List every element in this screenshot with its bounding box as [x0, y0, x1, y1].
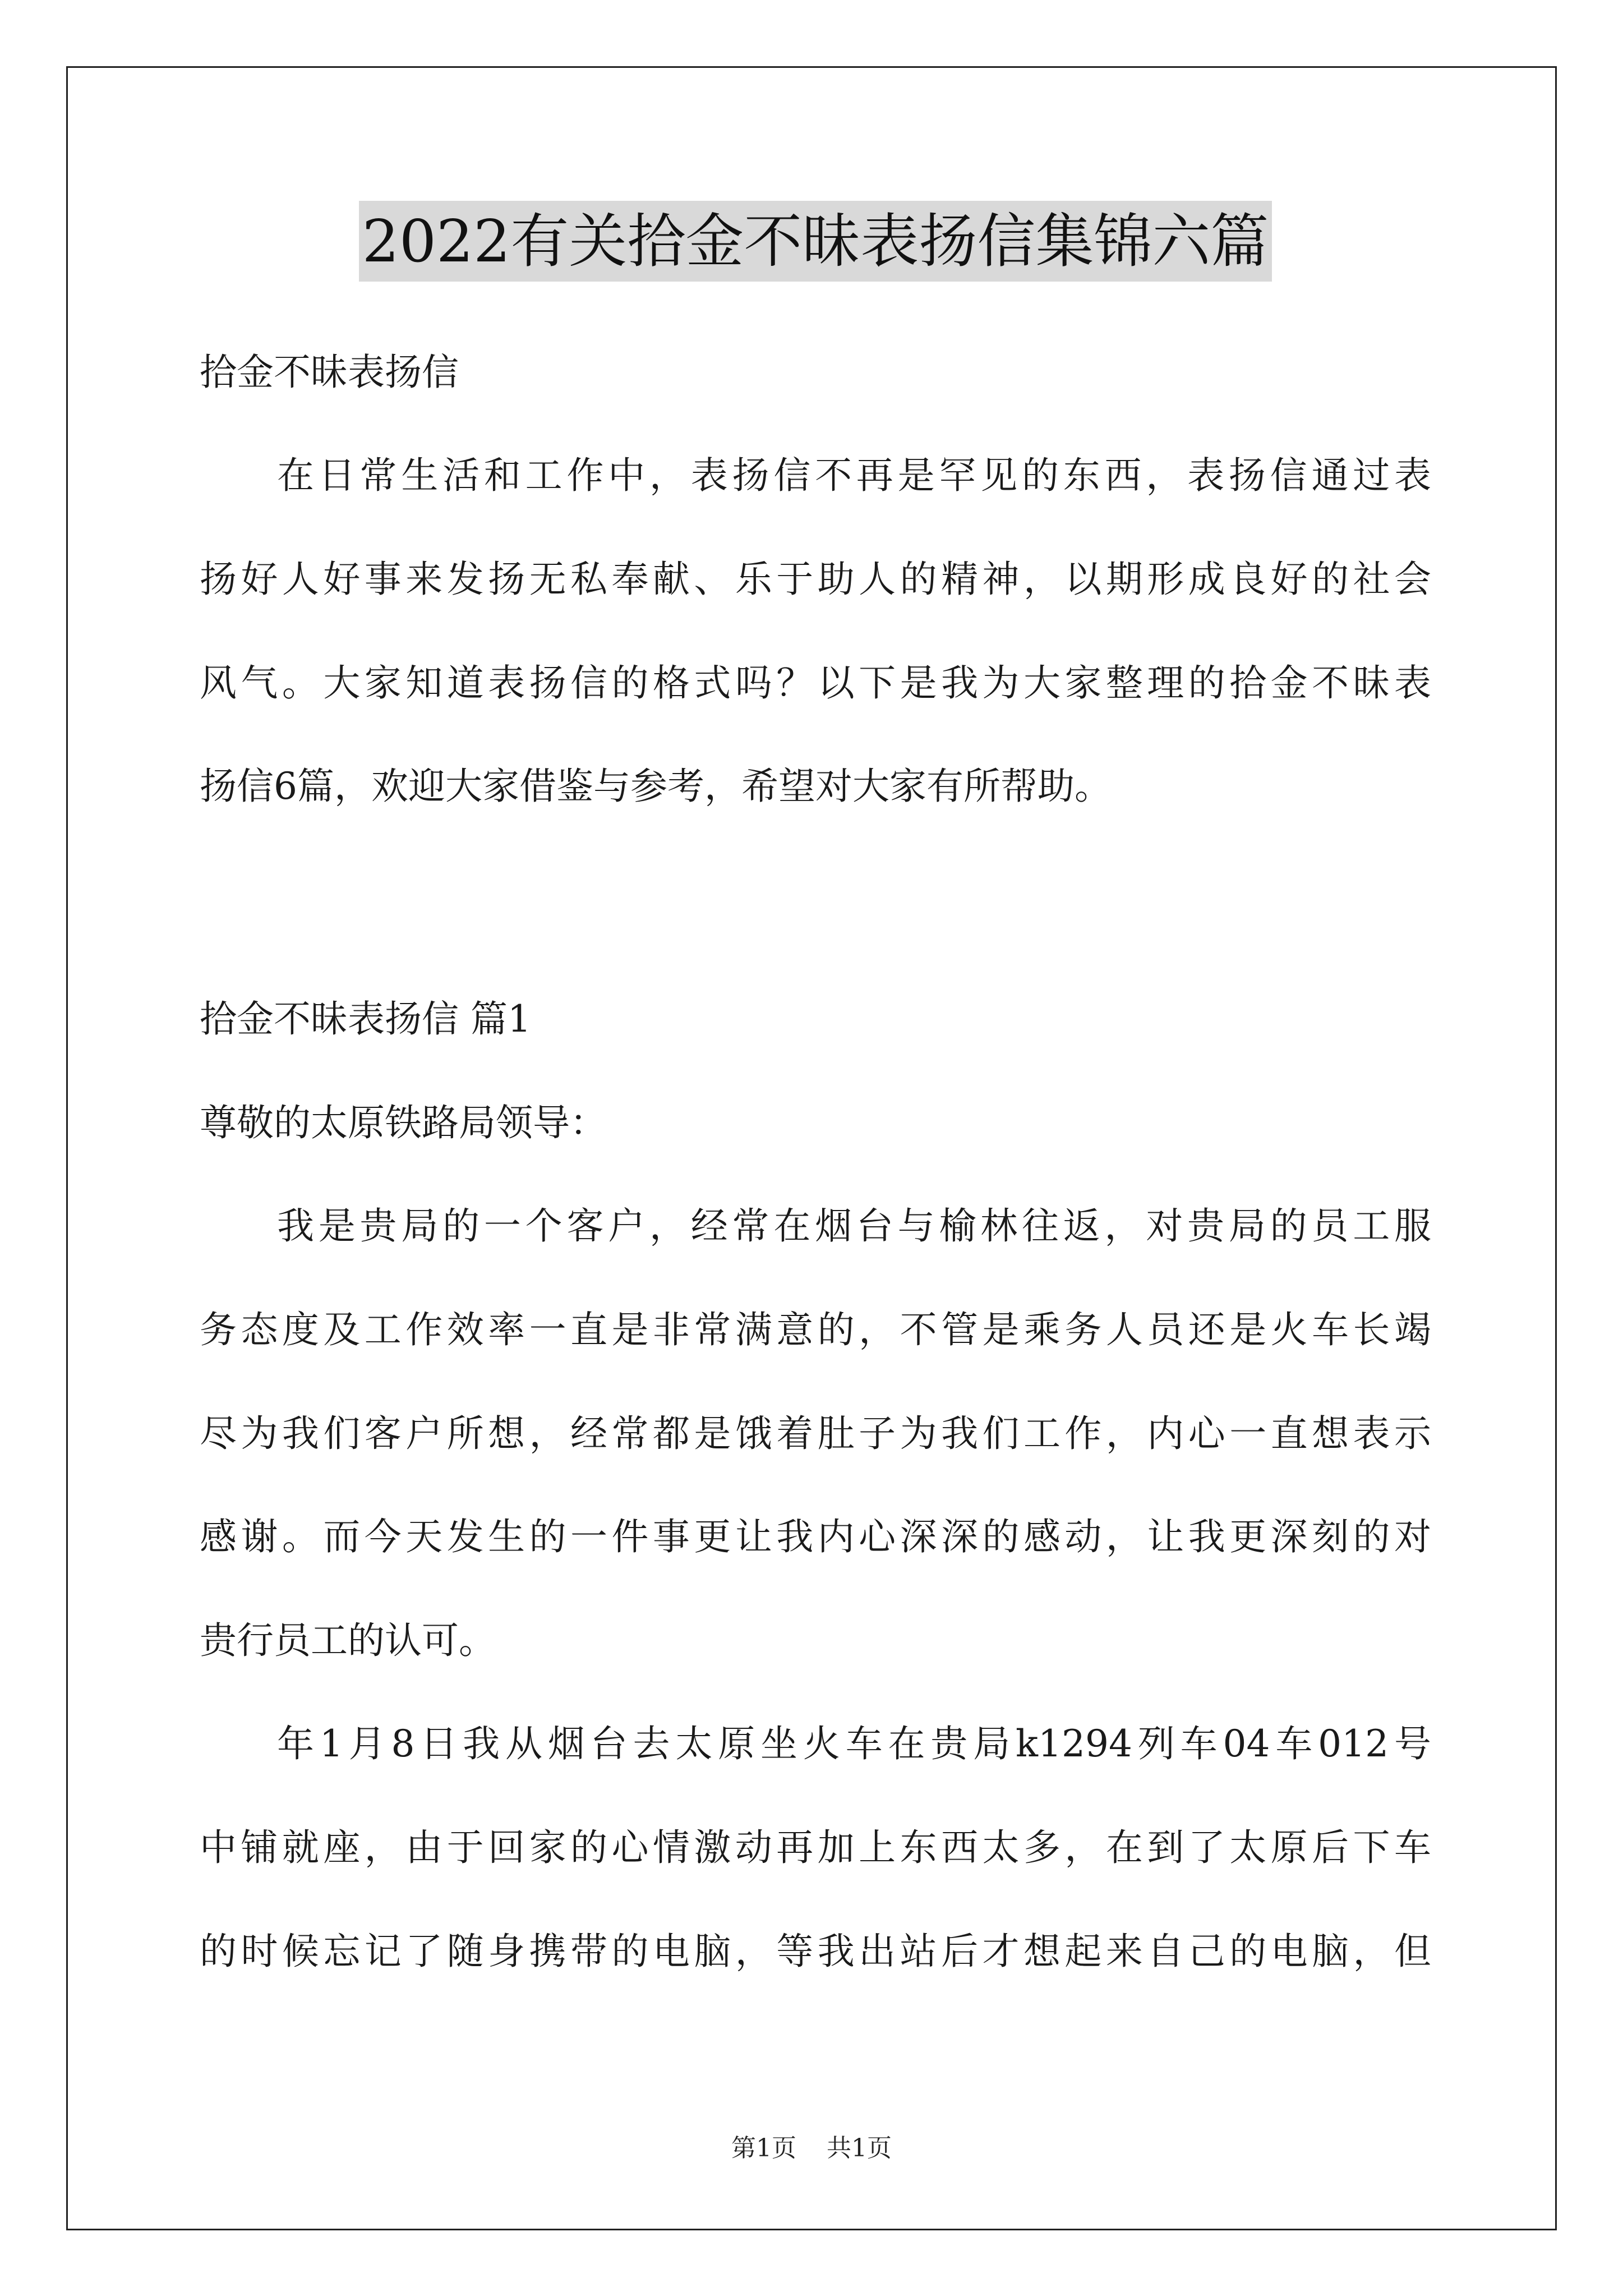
paragraph-line: 风气。大家知道表扬信的格式吗？以下是我为大家整理的拾金不昧表	[200, 661, 1431, 705]
paragraph-line: 中铺就座，由于回家的心情激动再加上东西太多，在到了太原后下车	[200, 1826, 1431, 1869]
paragraph-line: 我是贵局的一个客户，经常在烟台与榆林往返，对贵局的员工服	[277, 1204, 1431, 1248]
paragraph-line: 贵行员工的认可。	[200, 1619, 496, 1662]
section-heading: 拾金不昧表扬信 篇1	[200, 997, 531, 1041]
page-number: 第1页	[731, 2134, 796, 2162]
paragraph-line: 年1月8日我从烟台去太原坐火车在贵局k1294列车04车012号	[277, 1722, 1431, 1765]
paragraph-line: 感谢。而今天发生的一件事更让我内心深深的感动，让我更深刻的对	[200, 1515, 1431, 1558]
paragraph-line: 扬好人好事来发扬无私奉献、乐于助人的精神，以期形成良好的社会	[200, 558, 1431, 601]
paragraph-line: 扬信6篇，欢迎大家借鉴与参考，希望对大家有所帮助。	[200, 765, 1112, 808]
paragraph-line: 在日常生活和工作中，表扬信不再是罕见的东西，表扬信通过表	[277, 454, 1431, 497]
paragraph-line: 务态度及工作效率一直是非常满意的，不管是乘务人员还是火车长竭	[200, 1308, 1431, 1351]
page-total: 共1页	[827, 2134, 892, 2162]
document-title: 2022有关拾金不昧表扬信集锦六篇	[359, 201, 1272, 282]
paragraph-line: 的时候忘记了随身携带的电脑，等我出站后才想起来自己的电脑，但	[200, 1930, 1431, 1973]
paragraph-line: 尽为我们客户所想，经常都是饿着肚子为我们工作，内心一直想表示	[200, 1412, 1431, 1455]
section-heading: 拾金不昧表扬信	[200, 351, 459, 394]
salutation: 尊敬的太原铁路局领导：	[200, 1101, 607, 1144]
title-container	[200, 201, 1431, 282]
page-footer	[0, 2133, 1623, 2164]
